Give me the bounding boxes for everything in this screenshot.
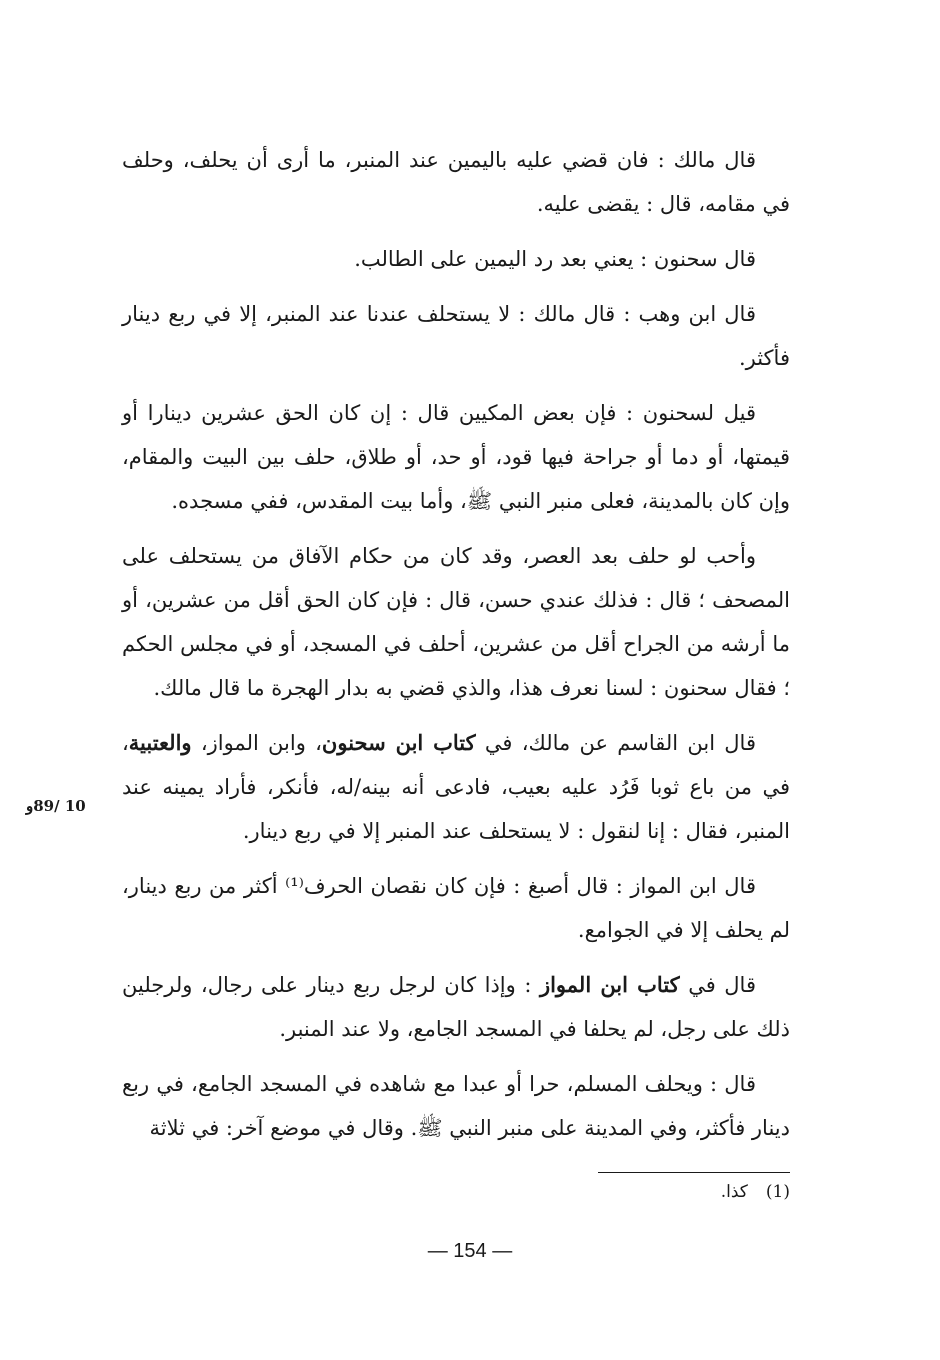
paragraph <box>122 721 790 853</box>
margin-folio-reference: 10 /89و <box>26 797 86 815</box>
footnote-text: كذا. <box>720 1182 748 1202</box>
paragraph <box>122 292 790 380</box>
book-title: كتاب ابن المواز <box>539 972 680 997</box>
paragraph <box>122 237 790 281</box>
paragraph-text: قال ابن القاسم عن مالك، في <box>475 731 756 755</box>
page-number: — 154 — <box>427 1240 513 1262</box>
book-title: كتاب ابن سحنون <box>321 730 476 755</box>
paragraph-text: قال مالك : فان قضي عليه باليمين عند المنبر، ما أرى أن يحلف، وحلف في مقامه، قال : يقضى عليه. <box>122 148 790 216</box>
paragraph <box>122 534 790 710</box>
paragraph <box>122 138 790 226</box>
paragraph-text: ، وابن المواز، <box>191 731 322 755</box>
footnote <box>598 1180 790 1204</box>
paragraph-text: قال ابن المواز : قال أصبغ : فإن كان نقصان الحرف⁽¹⁾ أكثر من ربع دينار، لم يحلف إلا في الجوامع. <box>122 874 790 942</box>
paragraph-text: قيل لسحنون : فإن بعض المكيين قال : إن كان الحق عشرين دينارا أو قيمتها، أو دما أو جراحة فيها قود، أو حد، أو طلاق، حلف بين البيت والمقام، وإن كان بالمدينة، فعلى منبر النبي ﷺ، وأما بيت المقدس، ففي مسجده. <box>122 401 790 513</box>
paragraph-text: قال في <box>679 973 756 997</box>
paragraph <box>122 963 790 1051</box>
paragraph-text: قال : ويحلف المسلم، حرا أو عبدا مع شاهده في المسجد الجامع، في ربع دينار فأكثر، وفي المدينة على منبر النبي ﷺ. وقال في موضع آخر: في ثلاثة <box>122 1072 790 1140</box>
book-title: والعتبية <box>128 730 192 755</box>
paragraph-text: قال ابن وهب : قال مالك : لا يستحلف عندنا عند المنبر، إلا في ربع دينار فأكثر. <box>122 302 790 370</box>
main-text <box>122 138 790 1161</box>
paragraph <box>122 1062 790 1150</box>
paragraph-text: وأحب لو حلف بعد العصر، وقد كان من حكام الآفاق من يستحلف على المصحف ؛ قال : فذلك عندي حسن، قال : فإن كان الحق أقل من عشرين، أو ما أرشه من الجراح أقل من عشرين، أحلف في المسجد، أو في مجلس الحكم ؛ فقال سحنون : لسنا نعرف هذا، والذي قضي به بدار الهجرة ما قال مالك. <box>122 544 790 700</box>
paragraph <box>122 391 790 523</box>
paragraph-text: ، في من باع ثوبا فَرُد عليه بعيب، فادعى أنه بينه/له، فأنكر، فأراد يمينه عند المنبر، فقال : إنا لنقول : لا يستحلف عند المنبر إلا في ربع دينار. <box>122 731 790 843</box>
paragraph <box>122 864 790 952</box>
footnote-separator <box>598 1172 790 1173</box>
paragraph-text: قال سحنون : يعني بعد رد اليمين على الطالب. <box>354 247 756 271</box>
footnote-mark: (1) <box>765 1182 790 1202</box>
paragraph-text: : وإذا كان لرجل ربع دينار على رجال، ولرجلين ذلك على رجل، لم يحلفا في المسجد الجامع، ولا عند المنبر. <box>122 973 790 1041</box>
